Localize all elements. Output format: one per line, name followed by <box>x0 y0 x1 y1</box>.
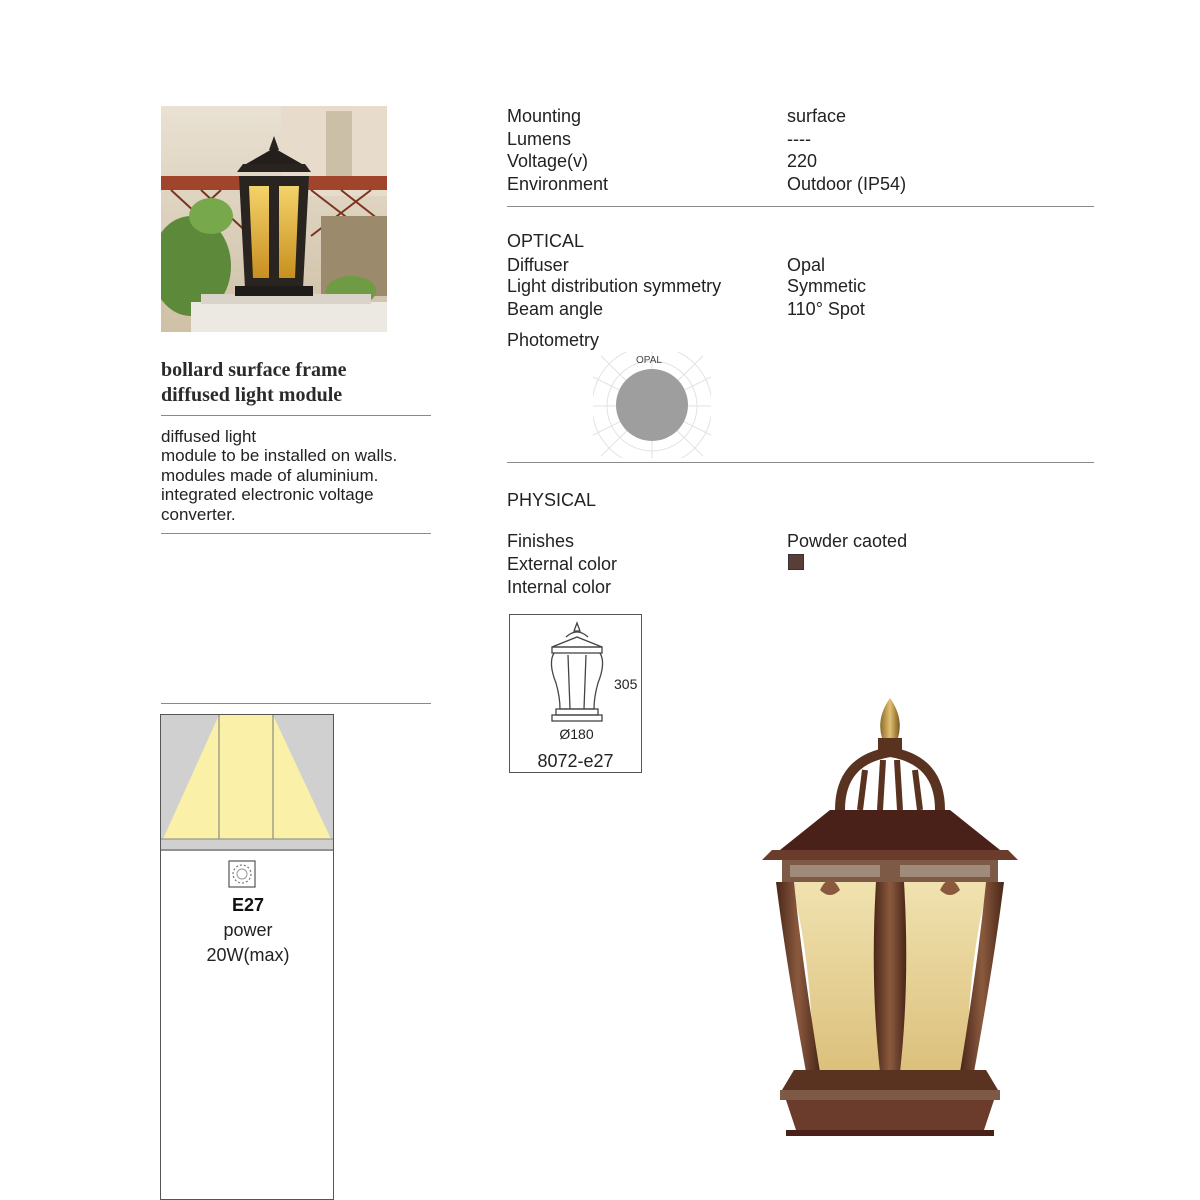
spec-value-mounting: surface <box>787 106 847 126</box>
divider <box>161 703 431 704</box>
description-line: modules made of aluminium. <box>161 466 379 485</box>
socket-type: E27 <box>231 895 265 915</box>
description-line: module to be installed on walls. <box>161 446 398 465</box>
spec-label-lumens: Lumens <box>507 129 572 149</box>
spec-value-finishes: Powder caoted <box>787 531 908 551</box>
photometry-label: Photometry <box>507 330 600 350</box>
spec-value-lumens: ---- <box>787 129 811 149</box>
product-title-line2: diffused light module <box>161 384 343 406</box>
physical-heading: PHYSICAL <box>507 490 597 510</box>
product-photo <box>161 106 387 332</box>
spec-label-internal-color: Internal color <box>507 577 612 597</box>
spec-value-beam-angle: 110° Spot <box>787 299 865 319</box>
description-line: diffused light <box>161 427 257 446</box>
spec-value-voltage: 220 <box>787 151 818 171</box>
photometry-diagram <box>593 352 711 458</box>
spec-label-mounting: Mounting <box>507 106 582 126</box>
divider <box>507 462 1094 463</box>
description-line: integrated electronic voltage <box>161 485 374 504</box>
beam-diagram-panel <box>160 714 334 1200</box>
spec-label-symmetry: Light distribution symmetry <box>507 276 722 296</box>
spec-value-symmetry: Symmetic <box>787 276 867 296</box>
photometry-tag: OPAL <box>636 355 662 366</box>
power-label: power <box>223 920 273 940</box>
spec-value-environment: Outdoor (IP54) <box>787 174 907 194</box>
power-value: 20W(max) <box>206 945 290 965</box>
spec-label-environment: Environment <box>507 174 609 194</box>
lantern-product-image <box>690 660 1100 1180</box>
dimension-box <box>509 614 642 773</box>
description-line: converter. <box>161 505 236 524</box>
model-number: 8072-e27 <box>537 751 614 771</box>
spec-value-diffuser: Opal <box>787 255 826 275</box>
spec-label-finishes: Finishes <box>507 531 575 551</box>
divider <box>161 415 431 416</box>
external-color-swatch <box>788 554 804 570</box>
divider <box>507 206 1094 207</box>
lantern-outline-icon <box>546 621 608 727</box>
e27-socket-icon <box>228 860 256 888</box>
spec-label-external-color: External color <box>507 554 618 574</box>
product-title-line1: bollard surface frame <box>161 359 347 381</box>
optical-heading: OPTICAL <box>507 231 585 251</box>
beam-diagram <box>161 715 333 851</box>
spec-label-voltage: Voltage(v) <box>507 151 589 171</box>
spec-label-diffuser: Diffuser <box>507 255 569 275</box>
dimension-diameter: Ø180 <box>559 726 594 742</box>
dimension-height: 305 <box>614 676 638 692</box>
spec-label-beam-angle: Beam angle <box>507 299 604 319</box>
divider <box>161 533 431 534</box>
